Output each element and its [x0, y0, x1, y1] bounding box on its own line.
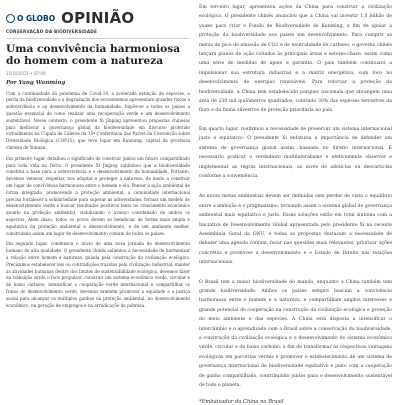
- author-signature-note: *Embaixador da China no Brasil: [199, 399, 284, 405]
- logo-text: O GLOBO: [17, 13, 56, 23]
- article-headline: Uma convivência harmoniosa do homem com a natureza: [6, 43, 181, 67]
- globe-icon: [6, 14, 15, 23]
- author-byline: Por Yang Wanming: [6, 79, 66, 86]
- paragraph: Com a continuidade da pandemia de Covid-19, a acelerada extinção de espécies, a perda da biodiversidade e a degradação dos ecossistemas apresentam grandes riscos à sobrevivência e ao desenvolvimento da humanidade. Impõe-se a todos os países a questão essencial de como realizar uma recuperação verde e um desenvolvimento sustentável. Nesse contexto, o presidente Xi Jinping apresentou propostas chinesas para melhorar a governança global da biodiversidade em discurso proferido virtualmente na Cúpula de Líderes da 15ª Conferência das Partes da Convenção sobre Diversidade Biológica (COP15), que teve lugar em Kunming, capital da província chinesa de Yunnan.: [6, 90, 190, 150]
- paragraph: Em segundo lugar, condensou o início de uma nova jornada de desenvolvimento humano de alta qualidade. O presidente chinês salientou a necessidade de harmonizar a relação entre homem e natureza, guiada pela construção da civilização ecológica. Precisamos estabelecer leis ou contradições trazidas pela civilização industrial, manter as atividades humanas dentro dos limites de sustentabilidade ecológica, devemos fazer da transição verde o foco propulsor, construir um sistema econômico verde, circular e de baixo carbono, intensificar a cooperação verde internacional e compartilhar os frutos do desenvolvimento verde, devemos também promover a equidade e a justiça social para alcançar os múltiplos ganhos na proteção ambiental, no desenvolvimento econômico, na geração de empregos e na erradicação da pobreza.: [6, 241, 190, 308]
- paragraph: Em primeiro lugar, detalhou o significado de construir juntos um futuro compartilhado para toda vida na Terra. O presidente Xi Jinping sublinhou que a biodiversidade constitui a base para a sobrevivência e o desenvolvimento da humanidade. Portanto, devemos venerar, respeitar, nos adaptar e proteger a natureza, de modo a construir um lugar de convivência harmoniosa entre o homem e ela. Pensar a ação ambiental de forma integrada, promovendo a proteção ambiental, a comunidade internacional precisa fortalecer a solidariedade para superar as adversidades, formar um modelo de desenvolvimento verde e buscar resultados positivos tanto no crescimento econômico quanto na proteção ambiental, viabilizando o avanço coordenado de ambos os aspectos. Além disso, todos os povos devem se beneficiar de forma mais ampla e equitativa da proteção ambiental e desenvolvimento, e de um ambiente melhor, construindo assim um lugar de desenvolvimento comum de todos os países.: [6, 155, 190, 236]
- paragraph: Em quarto lugar, reafirmou a necessidade de preservar um sistema internacional justo e equitativo. O presidente Xi enfatizou a importância de defender um sistema de governança global assim, baseado no direito internacional. É necessário praticar o verdadeiro multilateralismo e efetivamente observar e implementar as regras internacionais, ao invés de adotá-las ou descartá-las conforme a conveniência.: [199, 126, 392, 179]
- paragraph: O Brasil tem a maior biodiversidade do mundo, enquanto a China também tem grande biodiversidade. Ambos os países sempre buscam a convivência harmoniosa entre o homem e a natureza, e compartilham amplos interesses e grande potencial de cooperação na construção da civilização ecológica e proteção do meio ambiente e das espécies. A China está disposta a intensificar o intercâmbio e o aprendizado com o Brasil sobre a conservação da biodiversidade, a construção da civilização ecológica e o desenvolvimento do sistema econômico verde, circular e de baixo carbono, a fim de transformar as respectivas vantagens ecológicas em parcerias verdes e promover o estabelecimento de um sistema de governança internacional de biodiversidade equitativo e justo com a cooperação de ganho compartilhado, contribuindo juntos para o desenvolvimento sustentável de todo o planeta.: [199, 279, 392, 389]
- paragraph: Em terceiro lugar, apresentou ações da China para construir a civilização ecológica. O presidente chinês anunciou que a China vai investir 1,5 bilhão de yuans para criar o Fundo de Biodiversidade de Kunming, a fim de apoiar a proteção da biodiversidade nos países em desenvolvimento. Para cumprir as metas do pico de emissão de CO2 e de neutralidade de carbono, o governo chinês lançará planos de ação voltados às principais áreas e setores-chave, assim como uma série de medidas de apoio e garantia. O país também continuará a impulsionar sua estrutura industrial e a matriz energética, com foco no desenvolvimento de energias renováveis. Para reforçar a proteção da biodiversidade, a China tem estabelecido parques nacionais que abrangem uma área de 230 mil quilômetros quadrados, cobrindo 30% das espécies terrestres da flora e da fauna silvestres de proteção prioritária no país.: [199, 5, 392, 114]
- subsection-label: CONSERVAÇÃO DA BIODIVERSIDADE: [6, 29, 190, 39]
- header: [6, 4, 190, 32]
- right-column: [199, 3, 392, 405]
- publish-date: 15/10/2021 • 07:00: [6, 70, 46, 76]
- paragraph: As novas metas ambientais devem ser definidas sem perder de vista o equilíbrio entre a ambição e o pragmatismo, tornando assim o sistema global de governança ambiental mais equitativo e justo. Essas soluções estão em total sintonia com a Iniciativa de Desenvolvimento Global apresentada pelo presidente Xi na recente Assembleia Geral da ONU, e todas as propostas destacam a necessidade de debater uma agenda comum, focar nas questões mais relevantes, priorizar ações concretas e promover a desenvolvimento e o Estado de Direito nas relações internacionais.: [199, 194, 392, 266]
- section-title: OPINIÃO: [61, 9, 135, 27]
- newspaper-logo[interactable]: [6, 14, 55, 23]
- left-column: [6, 4, 190, 313]
